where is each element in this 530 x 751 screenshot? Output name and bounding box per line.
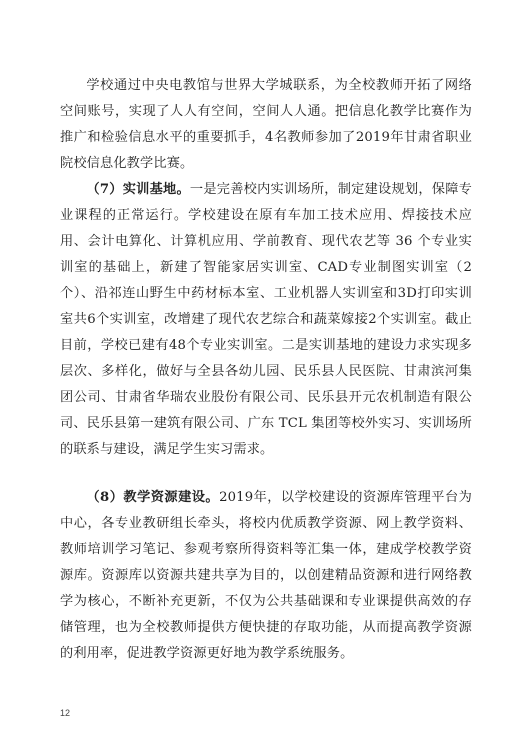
paragraph-text: 一是完善校内实训场所，制定建设规划，保障专业课程的正常运行。学校建设在原有车加工技术应用、焊接技术应用、会计电算化、计算机应用、学前教育、现代农艺等 36 个专业实训室的基础上，新建了智能家居实训室、CAD专业制图实训室（2个）、沿祁连山野生中药材标本室、工业机器人实训室和3D打印实训室共6个实训室，改增建了现代农艺综合和蔬菜嫁接2个实训室。截止目前，学校已建有48个专业实训室。二是实训基地的建设力求实现多层次、多样化，做好与全县各幼儿园、民乐县人民医院、甘肃滨河集团公司、甘肃省华瑞农业股份有限公司、民乐县开元农机制造有限公司、民乐县第一建筑有限公司、广东 TCL 集团等校外实习、实训场所的联系与建设，满足学生实习需求。: [60, 182, 472, 457]
paragraph-heading: （8）教学资源建设。: [86, 490, 220, 505]
paragraph-heading: （7）实训基地。: [86, 182, 190, 197]
paragraph-text: 2019年，以学校建设的资源库管理平台为中心，各专业教研组长牵头，将校内优质教学资源、网上教学资料、教师培训学习笔记、参观考察所得资料等汇集一体，建成学校教学资源库。资源库以资源共建共享为目的，以创建精品资源和进行网络教学为核心，不断补充更新，不仅为公共基础课和专业课提供高效的存储管理，也为全校教师提供方便快捷的存取功能，从而提高教学资源的利用率，促进教学资源更好地为教学系统服务。: [60, 490, 472, 661]
paragraph-training-base: [60, 177, 472, 463]
paragraph-network-space: [60, 73, 472, 177]
page-number: 12: [60, 708, 71, 718]
paragraph-teaching-resources: [60, 485, 472, 667]
paragraph-text: 学校通过中央电教馆与世界大学城联系，为全校教师开拓了网络空间账号，实现了人人有空间，空间人人通。把信息化教学比赛作为推广和检验信息水平的重要抓手，4名教师参加了2019年甘肃省职业院校信息化教学比赛。: [60, 78, 472, 171]
